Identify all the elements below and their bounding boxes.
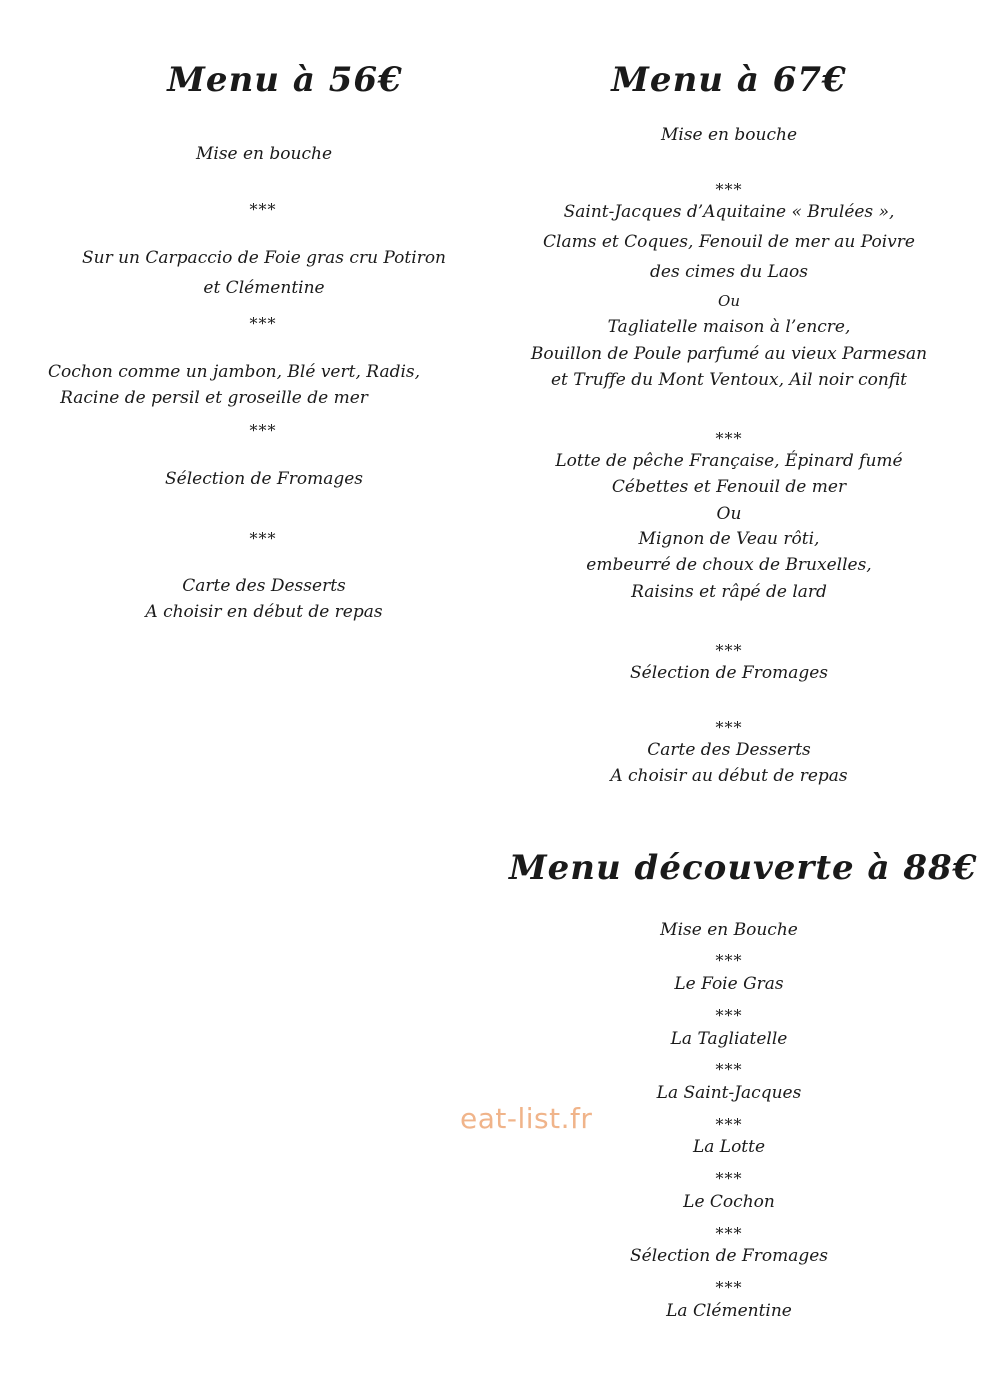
menu-88-line: Mise en Bouche <box>660 920 798 940</box>
separator: *** <box>715 1115 743 1134</box>
menu-67-line: Cébettes et Fenouil de mer <box>611 477 847 497</box>
menu-56-line: Sur un Carpaccio de Foie gras cru Potiron <box>81 248 446 268</box>
menu-67-line: Ou <box>718 292 740 310</box>
separator: *** <box>249 421 277 440</box>
menu-88-line: Sélection de Fromages <box>629 1246 828 1266</box>
menu-56-line: Carte des Desserts <box>182 576 346 596</box>
watermark: eat-list.fr <box>460 1102 593 1135</box>
menu-67-line: A choisir au début de repas <box>610 766 848 786</box>
menu-67-line: Saint-Jacques d’Aquitaine « Brulées », <box>563 202 895 222</box>
separator: *** <box>715 1006 743 1025</box>
separator: *** <box>715 1224 743 1243</box>
separator: *** <box>715 1169 743 1188</box>
separator: *** <box>715 180 743 199</box>
menu-88-title: Menu découverte à 88€ <box>509 848 978 888</box>
menu-67-line: Mignon de Veau rôti, <box>638 529 820 549</box>
separator: *** <box>249 314 277 333</box>
separator: *** <box>715 951 743 970</box>
menu-88-line: Le Foie Gras <box>674 974 784 994</box>
menu-56-line: A choisir en début de repas <box>145 602 383 622</box>
menu-56-line: et Clémentine <box>203 278 325 298</box>
menu-67-line: Carte des Desserts <box>647 740 811 760</box>
separator: *** <box>715 1278 743 1297</box>
menu-67-line: Mise en bouche <box>660 125 798 145</box>
menu-56-line: Racine de persil et groseille de mer <box>60 388 368 408</box>
menu-88-line: La Saint-Jacques <box>656 1083 802 1103</box>
menu-67-line: Lotte de pêche Française, Épinard fumé <box>555 451 903 471</box>
menu-67-line: des cimes du Laos <box>650 262 808 282</box>
separator: *** <box>715 718 743 737</box>
menu-67-line: Bouillon de Poule parfumé au vieux Parmesan <box>530 344 928 364</box>
separator: *** <box>715 429 743 448</box>
menu-67-line: Tagliatelle maison à l’encre, <box>607 317 851 337</box>
menu-67-title: Menu à 67€ <box>611 60 847 100</box>
menu-56-line: Cochon comme un jambon, Blé vert, Radis, <box>47 362 421 382</box>
separator: *** <box>249 529 277 548</box>
menu-67-line: Sélection de Fromages <box>629 663 828 683</box>
menu-67-line: Ou <box>716 504 742 524</box>
menu-56-title: Menu à 56€ <box>167 60 403 100</box>
menu-88-line: La Lotte <box>692 1137 766 1157</box>
separator: *** <box>715 1060 743 1079</box>
menu-67-line: et Truffe du Mont Ventoux, Ail noir confit <box>551 370 907 390</box>
menu-56-line: Sélection de Fromages <box>164 469 363 489</box>
menu-56-line: Mise en bouche <box>195 144 333 164</box>
separator: *** <box>249 200 277 219</box>
menu-67-line: Clams et Coques, Fenouil de mer au Poivre <box>543 232 915 252</box>
separator: *** <box>715 641 743 660</box>
menu-88-line: La Tagliatelle <box>670 1029 788 1049</box>
menu-88-line: Le Cochon <box>683 1192 775 1212</box>
menu-67-line: embeurré de choux de Bruxelles, <box>586 555 872 575</box>
menu-67-line: Raisins et râpé de lard <box>631 582 827 602</box>
menu-88-line: La Clémentine <box>666 1301 792 1321</box>
